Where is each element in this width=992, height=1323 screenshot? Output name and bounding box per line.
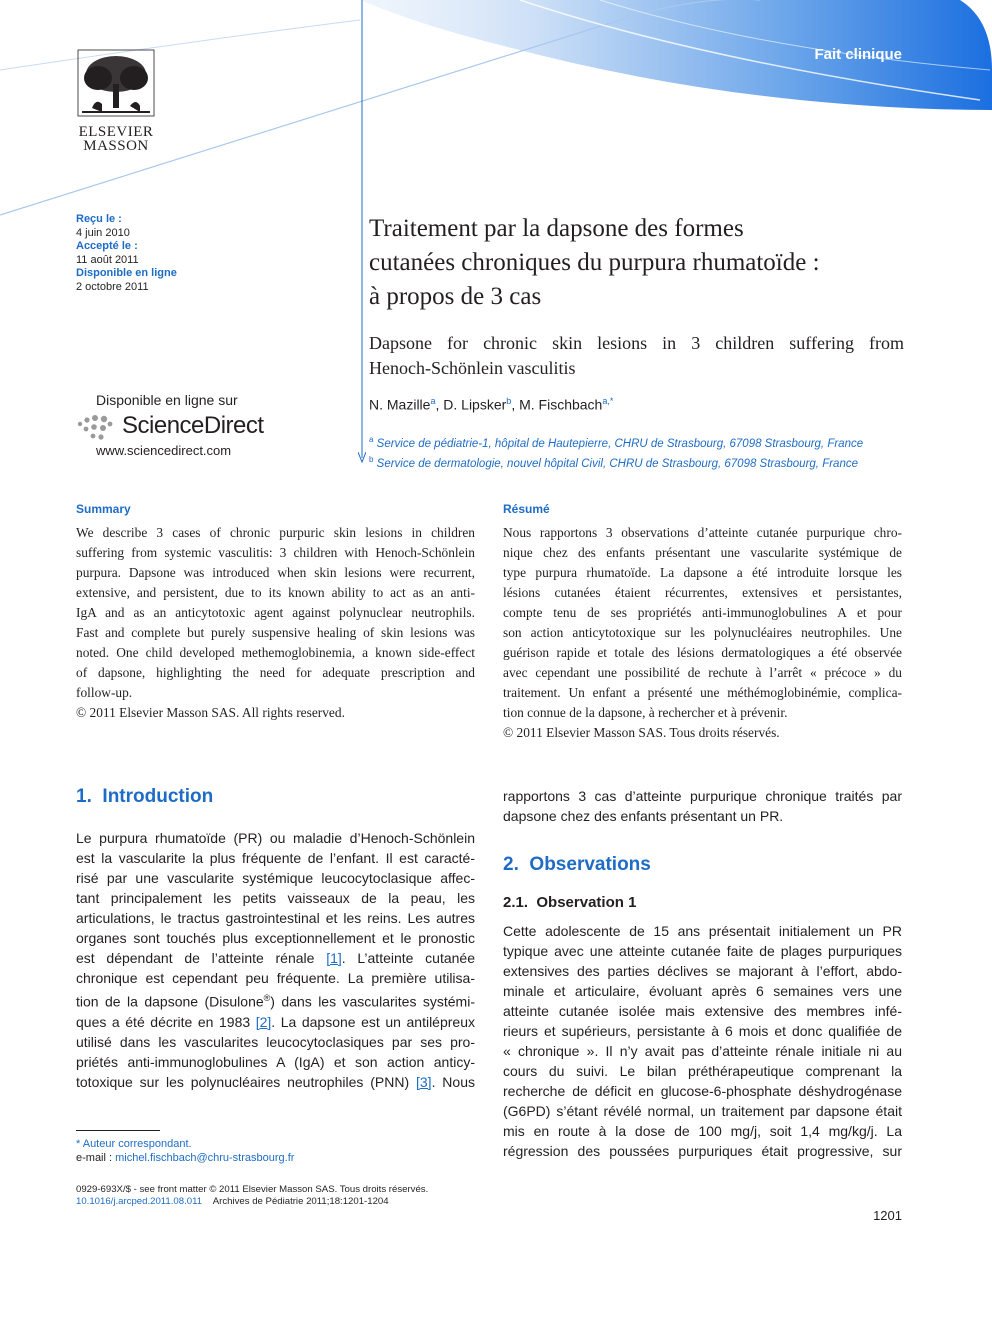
observations-heading xyxy=(503,854,902,876)
subtitle-line: Henoch-Schönlein vasculitis xyxy=(369,358,576,378)
affiliation-mark: b xyxy=(369,454,374,464)
subsection-number: 2.1. xyxy=(503,894,529,911)
intro-text-run: tion de la dapsone (Disulone xyxy=(76,993,264,1010)
resume-line: Nous rapportons 3 observations d’atteinte cutanée purpurique chro- xyxy=(503,525,902,540)
intro-line: est la vascularite la plus fréquente de l’enfant. Il est caracté- xyxy=(76,850,475,866)
publisher-name-1: ELSEVIER xyxy=(78,124,154,140)
observation-1-text xyxy=(503,921,902,1161)
intro-line: Le purpura rhumatoïde (PR) ou maladie d’Henoch-Schönlein xyxy=(76,830,475,846)
intro-text-run: ) dans les vascularites systémi- xyxy=(270,993,475,1010)
doi-link[interactable]: 10.1016/j.arcped.2011.08.011 xyxy=(76,1196,203,1207)
intro-line: rapportons 3 cas d’atteinte purpurique chronique traités par xyxy=(503,788,902,804)
intro-text-run: est dépendant de l’atteinte rénale xyxy=(76,950,327,966)
title-line: cutanées chroniques du purpura rhumatoïde : xyxy=(369,249,820,276)
summary-line: of dapsone, highlighting the need for adequate prescription and xyxy=(76,665,475,680)
intro-line: priétés anti-immunoglobulines A (IgA) et son action anticy- xyxy=(76,1053,475,1070)
article-title xyxy=(369,212,909,314)
intro-line xyxy=(76,948,475,968)
summary-line: noted. One child developed methemoglobinemia, a known side-effect xyxy=(76,645,475,660)
tree-icon xyxy=(68,48,164,120)
resume-copyright: © 2011 Elsevier Masson SAS. Tous droits réservés. xyxy=(503,725,780,740)
obs-line: rieurs et supérieurs, persistante à 6 mois et donc qualifiée de xyxy=(503,1023,902,1039)
intro-text-run: . La dapsone est un antilépreux xyxy=(271,1013,475,1030)
summary-heading: Summary xyxy=(76,502,131,516)
resume-line: tion connue de la dapsone, à rechercher et à prévenir. xyxy=(503,705,788,720)
section-number: 1. xyxy=(76,786,92,807)
header-divider-line xyxy=(358,0,366,466)
observation-1-heading xyxy=(503,894,902,911)
subsection-title: Observation 1 xyxy=(536,894,637,911)
citation-link[interactable]: [3] xyxy=(415,1073,432,1090)
obs-line: typique avec une atteinte cutanée faite de plages purpuriques xyxy=(503,943,902,959)
sciencedirect-block xyxy=(74,392,274,458)
introduction-section xyxy=(76,786,475,1092)
author-name: N. Mazille xyxy=(369,396,431,413)
summary-line: extensive, and persistent, due to its known ability to act as an anti- xyxy=(76,585,475,600)
citation-link[interactable]: [2] xyxy=(255,1013,272,1030)
email-line xyxy=(76,1151,475,1165)
title-line: Traitement par la dapsone des formes xyxy=(369,215,744,242)
footnote xyxy=(76,1137,475,1165)
article-dates xyxy=(76,213,226,295)
intro-line: articulations, le tractus gastrointestinal et les reins. Les autres xyxy=(76,910,475,926)
resume-line: type purpura rhumatoïde. La dapsone a été introduite lorsque les xyxy=(503,565,902,580)
resume-line: guérison rapide et totale des lésions dermatologiques a été observée xyxy=(503,645,902,660)
resume-line: traitement. Un enfant a présenté une méthémoglobinémie, complica- xyxy=(503,685,902,700)
resume-line: compte tenu de ses propriétés anti-immunoglobulines A et pour xyxy=(503,605,902,620)
intro-line: utilisé dans les vascularites leucocytoclasiques par ses pro- xyxy=(76,1033,475,1050)
registered-mark: ® xyxy=(263,993,271,1003)
summary-line: We describe 3 cases of chronic purpuric skin lesions in children xyxy=(76,525,475,540)
date-value: 4 juin 2010 xyxy=(76,226,130,239)
intro-line: dapsone chez des enfants présentant un PR. xyxy=(503,808,784,824)
intro-line: chronique est cependant peu fréquente. La première utilisa- xyxy=(76,970,475,986)
summary-line: suffering from systemic vasculitis: 3 children with Henoch-Schönlein xyxy=(76,545,475,560)
footnote-divider xyxy=(76,1130,160,1131)
sciencedirect-brand: ScienceDirect xyxy=(122,412,264,439)
date-value: 11 août 2011 xyxy=(76,253,139,266)
intro-text-run: . Nous xyxy=(431,1073,475,1090)
email-link[interactable]: michel.fischbach@chru-strasbourg.fr xyxy=(115,1152,295,1164)
obs-line: cours du suivi. Le bilan préthérapeutique comprenant la xyxy=(503,1063,902,1079)
obs-line: atteinte cutanée isolée mais extensive des membres infé- xyxy=(503,1003,902,1019)
intro-text-run: . L’atteinte cutanée xyxy=(341,950,475,966)
author-affiliation-mark: a,* xyxy=(602,396,614,406)
available-online-label: Disponible en ligne sur xyxy=(96,392,238,408)
intro-line: risé par une vascularite systémique leucocytoclasique affec- xyxy=(76,870,475,886)
intro-line xyxy=(76,988,475,1012)
resume-line: son action anticytotoxique sur les polynucléaires neutrophiles. Une xyxy=(503,625,902,640)
affiliation-item[interactable] xyxy=(369,432,909,452)
summary-line: purpura. Dapsone was introduced when skin lesions were recurrent, xyxy=(76,565,475,580)
affiliation-mark: a xyxy=(369,435,374,444)
journal-citation: Archives de Pédiatrie 2011;18:1201-1204 xyxy=(212,1196,389,1207)
intro-line: organes sont touchés plus exceptionnellement et le pronostic xyxy=(76,930,475,946)
introduction-heading xyxy=(76,786,475,808)
email-label: e-mail : xyxy=(76,1152,116,1164)
author-list: N. Mazille$^a$, D. Lipsker$^b$, M. Fischbach$^{a,*}$ xyxy=(369,396,614,413)
citation-link[interactable]: [1] xyxy=(326,950,342,966)
resume-line: lésions cutanées étaient récurrentes, extensives et persistantes, xyxy=(503,585,902,600)
page-number: 1201 xyxy=(873,1208,902,1223)
affiliation-text: Service de pédiatrie-1, hôpital de Hautepierre, CHRU de Strasbourg, 67098 Strasbourg, France xyxy=(376,437,864,450)
intro-text-run: totoxique sur les polynucléaires neutrophiles (PNN) xyxy=(76,1073,416,1090)
obs-line: régression des poussées purpuriques était progressive, sur xyxy=(503,1143,902,1159)
resume-section xyxy=(503,502,902,743)
summary-section xyxy=(76,502,475,723)
summary-copyright: © 2011 Elsevier Masson SAS. All rights reserved. xyxy=(76,705,345,720)
author-affiliation-mark: b xyxy=(506,396,512,406)
obs-line: « chronique ». Il n’y avait pas d’atteinte rénale initiale ni au xyxy=(503,1043,902,1059)
intro-text-run: ques a été décrite en 1983 xyxy=(76,1013,256,1030)
article-subtitle xyxy=(369,331,904,381)
sciencedirect-dots-icon xyxy=(74,410,118,446)
publisher-name-2: MASSON xyxy=(83,138,149,154)
resume-text xyxy=(503,523,902,743)
date-label: Reçu le : xyxy=(76,213,122,225)
affiliation-text: Service de dermatologie, nouvel hôpital Civil, CHRU de Strasbourg, 67098 Strasbourg, France xyxy=(376,457,858,470)
obs-line: recherche de déficit en glucose-6-phosphate déshydrogénase xyxy=(503,1083,902,1099)
publisher-logo xyxy=(68,48,164,153)
resume-line: avec cependant une possibilité de rechute à l’arrêt « précoce » du xyxy=(503,665,902,680)
summary-text xyxy=(76,523,475,723)
section-title: Observations xyxy=(529,854,651,875)
subtitle-line: Dapsone for chronic skin lesions in 3 children suffering from xyxy=(369,333,904,353)
resume-heading: Résumé xyxy=(503,502,550,516)
affiliations xyxy=(369,432,909,472)
obs-line: mis en route à la dose de 100 mg/j, soit 1,4 mg/kg/j. La xyxy=(503,1123,902,1139)
author-name: D. Lipsker xyxy=(443,396,507,413)
summary-line: Fast and complete but purely suspensive healing of skin lesions was xyxy=(76,625,475,640)
author-name: M. Fischbach xyxy=(519,396,603,413)
intro-continued xyxy=(503,786,902,826)
doi-line xyxy=(76,1196,576,1208)
date-label: Disponible en ligne xyxy=(76,267,177,280)
corresponding-author-label: * Auteur correspondant. xyxy=(76,1138,192,1150)
issn-line: 0929-693X/$ - see front matter © 2011 Elsevier Masson SAS. Tous droits réservés. xyxy=(76,1184,429,1195)
intro-line xyxy=(76,1012,475,1032)
section-label: Fait clinique xyxy=(814,46,902,63)
author-affiliation-mark: a xyxy=(430,396,436,406)
summary-line: IgA and as an anticytotoxic agent against polynuclear neutrophils. xyxy=(76,605,475,620)
affiliation-item[interactable] xyxy=(369,452,909,472)
resume-line: nique chez des enfants présentant une vascularite systémique de xyxy=(503,545,902,560)
issn-block xyxy=(76,1184,576,1208)
date-value: 2 octobre 2011 xyxy=(76,280,149,293)
obs-line: (G6PD) s’étant révélé normal, un traitement par dapsone était xyxy=(503,1103,902,1119)
right-column xyxy=(503,786,902,1161)
intro-line: tant principalement les petits vaisseaux de la peau, les xyxy=(76,890,475,906)
obs-line: minale et articulaire, évoluant après 6 semaines vers une xyxy=(503,983,902,999)
introduction-text xyxy=(76,828,475,1092)
title-line: à propos de 3 cas xyxy=(369,283,542,310)
sciencedirect-url[interactable]: www.sciencedirect.com xyxy=(96,443,232,458)
date-label: Accepté le : xyxy=(76,240,138,253)
obs-line: Cette adolescente de 15 ans présentait initialement un PR xyxy=(503,923,902,939)
summary-line: follow-up. xyxy=(76,685,133,700)
section-number: 2. xyxy=(503,854,519,875)
obs-line: extensives des parties déclives se majorant à l’effort, abdo- xyxy=(503,963,902,979)
section-title: Introduction xyxy=(102,786,214,807)
intro-line xyxy=(76,1072,475,1092)
